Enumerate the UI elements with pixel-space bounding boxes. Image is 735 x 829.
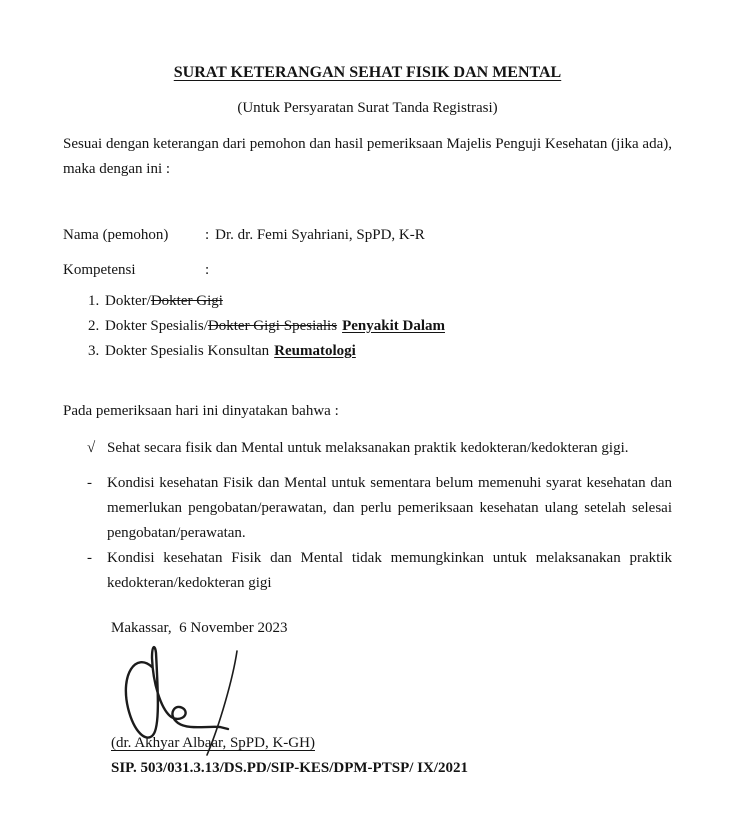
dash-marker: - — [87, 550, 92, 566]
competency-item-number: 2. — [88, 318, 100, 334]
competency-normal-text: Dokter/ — [105, 293, 151, 309]
competency-item-text — [105, 289, 223, 314]
finding-item-unfit — [87, 546, 672, 596]
competency-item-number: 3. — [88, 343, 100, 359]
closing-block — [63, 616, 672, 781]
document-title — [63, 60, 672, 85]
document-subtitle: (Untuk Persyaratan Surat Tanda Registrasi) — [237, 100, 498, 116]
finding-text: Sehat secara fisik dan Mental untuk melaksanakan praktik kedokteran/kedokteran gigi. — [107, 440, 629, 456]
document-title-text: SURAT KETERANGAN SEHAT FISIK DAN MENTAL — [173, 64, 562, 81]
findings-list — [63, 436, 672, 596]
finding-item-temporary-unfit — [87, 471, 672, 546]
competency-emphasized-text: Penyakit Dalam — [342, 318, 445, 334]
intro-paragraph: Sesuai dengan keterangan dari pemohon dan hasil pemeriksaan Majelis Penguji Kesehatan (jika ada), maka dengan ini : — [63, 136, 672, 177]
statement-heading: Pada pemeriksaan hari ini dinyatakan bahwa : — [63, 403, 339, 419]
signer-name: (dr. Akhyar Albaar, SpPD, K-GH) — [111, 735, 315, 751]
dash-marker: - — [87, 475, 92, 491]
competency-item-number: 1. — [88, 293, 100, 309]
competency-emphasized-text: Reumatologi — [274, 343, 356, 359]
competency-normal-text: Dokter Spesialis/ — [105, 318, 208, 334]
competency-list — [63, 289, 672, 364]
competency-struck-text: Dokter Gigi — [150, 293, 223, 309]
competency-item — [88, 339, 672, 364]
field-row-name — [63, 223, 672, 248]
competency-item-text — [105, 339, 356, 364]
finding-text: Kondisi kesehatan Fisik dan Mental tidak memungkinkan untuk melaksanakan praktik kedokteran/kedokteran gigi — [107, 550, 672, 591]
competency-item — [88, 289, 672, 314]
competency-item-text — [105, 314, 445, 339]
field-separator: : — [205, 262, 210, 278]
competency-normal-text: Dokter Spesialis Konsultan — [105, 343, 270, 359]
sip-number: SIP. 503/031.3.13/DS.PD/SIP-KES/DPM-PTSP/ IX/2021 — [111, 760, 468, 776]
competency-item — [88, 314, 672, 339]
place-date: Makassar, 6 November 2023 — [111, 620, 288, 636]
finding-item-healthy — [87, 436, 672, 461]
field-label-name: Nama (pemohon) — [63, 227, 169, 243]
checkmark-marker: √ — [87, 440, 96, 456]
competency-struck-text: Dokter Gigi Spesialis — [207, 318, 338, 334]
field-separator: : — [205, 227, 210, 243]
finding-text: Kondisi kesehatan Fisik dan Mental untuk sementara belum memenuhi syarat kesehatan dan memerlukan pengobatan/perawatan, dan perlu pemeriksaan kesehatan ulang setelah selesai pengobatan/perawatan. — [107, 475, 672, 541]
field-label-competency: Kompetensi — [63, 262, 136, 278]
field-value-name: Dr. dr. Femi Syahriani, SpPD, K-R — [215, 227, 425, 243]
field-row-competency — [63, 258, 672, 283]
